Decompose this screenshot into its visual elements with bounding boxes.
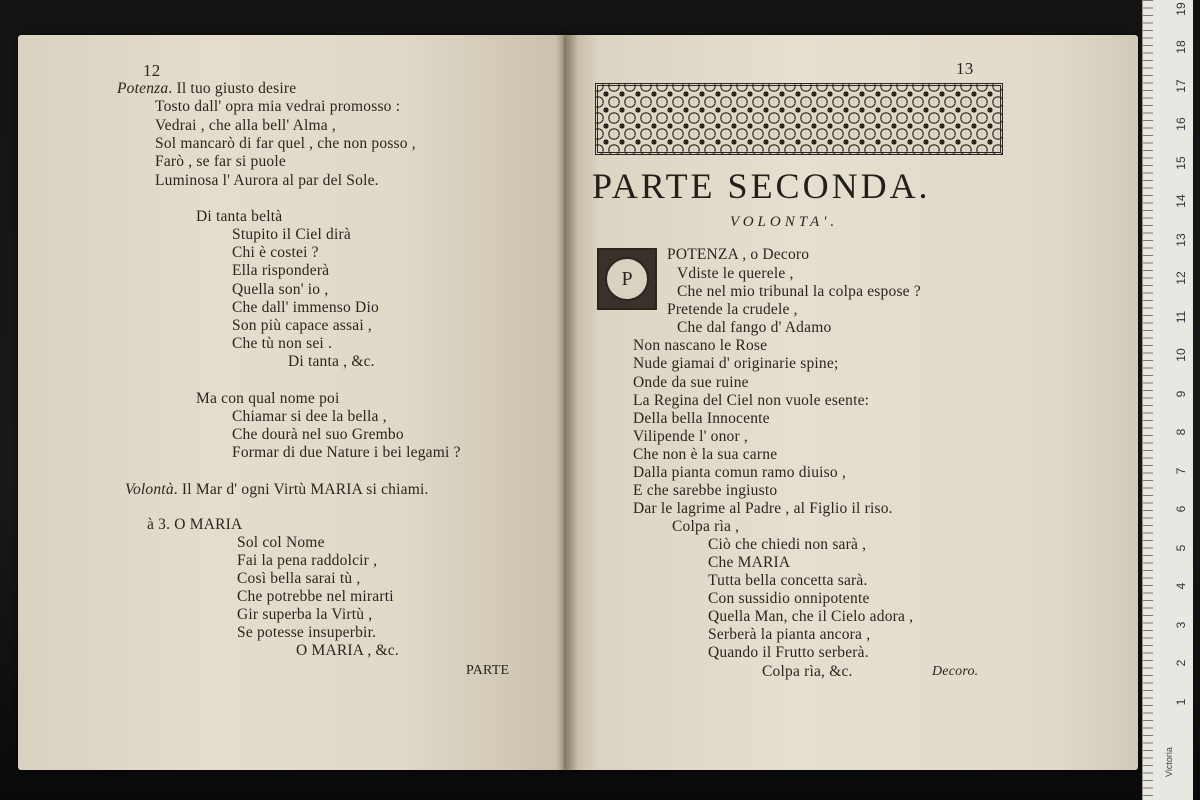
left-line-5: Farò , se far si puole (155, 153, 286, 170)
ruler-number: 2 (1174, 659, 1188, 667)
left-line-27: Se potesse insuperbir. (237, 624, 377, 641)
ruler-number: 3 (1174, 621, 1188, 629)
right-line-11: Vilipende l' onor , (633, 428, 749, 445)
ruler-number: 5 (1174, 544, 1188, 552)
left-line-22: Sol col Nome (237, 534, 325, 551)
left-line-25: Che potrebbe nel mirarti (237, 588, 394, 605)
ruler-number: 10 (1174, 348, 1188, 362)
left-line-2: Tosto dall' opra mia vedrai promosso : (155, 98, 401, 115)
ruler-number: 19 (1174, 2, 1188, 16)
right-line-14: E che sarebbe ingiusto (633, 482, 778, 499)
ruler-number: 6 (1174, 505, 1188, 513)
right-line-20: Con sussidio onnipotente (708, 590, 870, 607)
right-line-2: Vdiste le querele , (677, 265, 794, 282)
right-page-number: 13 (956, 59, 974, 78)
left-line-4: Sol mancarò di far quel , che non posso , (155, 135, 416, 152)
right-line-4: Pretende la crudele , (667, 301, 798, 318)
right-line-22: Serberà la pianta ancora , (708, 626, 871, 643)
left-line-9: Chi è costei ? (232, 244, 319, 261)
section-heading: PARTE SECONDA. (592, 166, 931, 206)
right-line-23: Quando il Frutto serberà. (708, 644, 869, 661)
left-line-20 (125, 481, 429, 499)
left-line-15: Di tanta , &c. (288, 353, 375, 370)
right-line-6: Non nascano le Rose (633, 337, 768, 354)
right-line-10: Della bella Innocente (633, 410, 770, 427)
right-line-24: Colpa rìa, &c. (762, 663, 853, 680)
left-line-8: Stupito il Ciel dirà (232, 226, 351, 243)
right-line-16: Colpa rìa , (672, 518, 740, 535)
speaker-label: Volontà (125, 481, 174, 498)
left-line-16: Ma con qual nome poi (196, 390, 340, 407)
left-line-12: Che dall' immenso Dio (232, 299, 379, 316)
measurement-ruler (1142, 0, 1193, 800)
ruler-number: 15 (1174, 156, 1188, 170)
right-line-13: Dalla pianta comun ramo diuiso , (633, 464, 847, 481)
right-line-15: Dar le lagrime al Padre , al Figlio il riso. (633, 500, 893, 517)
left-line-21: à 3. O MARIA (147, 516, 243, 533)
left-line-7: Di tanta beltà (196, 208, 283, 225)
ruler-number: 13 (1174, 233, 1188, 247)
left-line-6: Luminosa l' Aurora al par del Sole. (155, 172, 379, 189)
speaker-decoro: Decoro. (932, 664, 979, 679)
decorated-initial (597, 248, 657, 310)
ruler-number: 12 (1174, 271, 1188, 285)
left-line-1 (117, 80, 296, 98)
ruler-number: 11 (1174, 310, 1188, 324)
right-line-19: Tutta bella concetta sarà. (708, 572, 868, 589)
left-line-26: Gir superba la Virtù , (237, 606, 373, 623)
left-line-11: Quella son' io , (232, 281, 329, 298)
right-line-7: Nude giamai d' originarie spine; (633, 355, 839, 372)
right-line-3: Che nel mio tribunal la colpa espose ? (677, 283, 921, 300)
right-line-5: Che dal fango d' Adamo (677, 319, 832, 336)
headpiece-ornament (595, 83, 1003, 155)
left-line-10: Ella risponderà (232, 262, 330, 279)
left-line-14: Che tù non sei . (232, 335, 333, 352)
left-line-3: Vedrai , che alla bell' Alma , (155, 117, 336, 134)
left-line-17: Chiamar si dee la bella , (232, 408, 387, 425)
verse-text: . Il tuo giusto desire (168, 80, 297, 97)
right-line-17: Ciò che chiedi non sarà , (708, 536, 867, 553)
ruler-number: 9 (1174, 390, 1188, 398)
ruler-logo: Victoria (1164, 747, 1174, 777)
left-line-19: Formar di due Nature i bei legami ? (232, 444, 461, 461)
ruler-number: 18 (1174, 40, 1188, 54)
right-line-9: La Regina del Ciel non vuole esente: (633, 392, 870, 409)
right-line-18: Che MARIA (708, 554, 791, 571)
left-page-number: 12 (143, 61, 161, 80)
speaker-label: Potenza (117, 80, 169, 97)
left-line-13: Son più capace assai , (232, 317, 372, 334)
ruler-number: 8 (1174, 428, 1188, 436)
ruler-number: 1 (1174, 698, 1188, 706)
book-gutter (556, 35, 578, 770)
verse-text: . Il Mar d' ogni Virtù MARIA si chiami. (173, 481, 429, 498)
ruler-number: 7 (1174, 467, 1188, 475)
right-line-1: POTENZA , o Decoro (667, 246, 810, 263)
initial-letter: P (605, 257, 649, 301)
right-line-12: Che non è la sua carne (633, 446, 778, 463)
right-line-21: Quella Man, che il Cielo adora , (708, 608, 914, 625)
left-line-23: Fai la pena raddolcir , (237, 552, 378, 569)
left-line-28: O MARIA , &c. (296, 642, 399, 659)
left-line-24: Così bella sarai tù , (237, 570, 361, 587)
ruler-number: 14 (1174, 194, 1188, 208)
ruler-number: 17 (1174, 79, 1188, 93)
left-line-18: Che dourà nel suo Grembo (232, 426, 404, 443)
ruler-number: 4 (1174, 582, 1188, 590)
right-line-8: Onde da sue ruine (633, 374, 749, 391)
catchword: PARTE (466, 663, 510, 678)
section-subheading: VOLONTA'. (730, 214, 839, 230)
ruler-number: 16 (1174, 117, 1188, 131)
